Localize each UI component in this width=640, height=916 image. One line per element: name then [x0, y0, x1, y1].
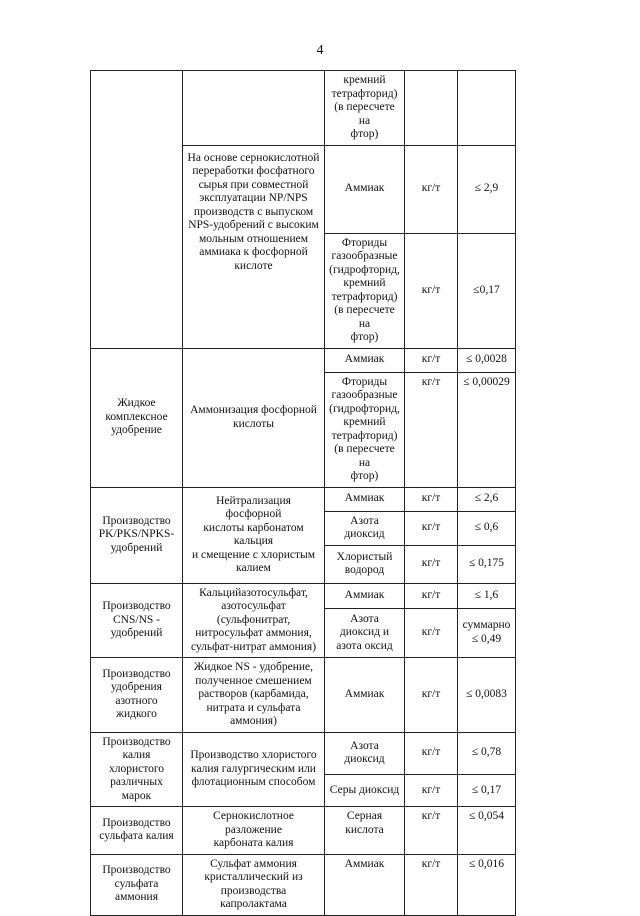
substance-cell: Аммиак — [325, 583, 405, 608]
substance-cell: Хлористый водород — [325, 545, 405, 583]
unit-cell: кг/т — [405, 145, 458, 233]
table-row — [91, 71, 516, 146]
substance-cell: Фториды газообразные (гидрофторид, кремний тетрафторид) (в пересчете на фтор) — [325, 233, 405, 348]
substance-cell: Серы диоксид — [325, 774, 405, 806]
value-cell: ≤ 0,78 — [458, 732, 516, 774]
product-cell: Производство удобрения азотного жидкого — [91, 658, 183, 733]
unit-cell: кг/т — [405, 732, 458, 774]
process-cell: Нейтрализация фосфорной кислоты карбонатом кальция и смещение с хлористым калием — [183, 487, 325, 583]
substance-cell: Азота диоксид и азота оксид — [325, 608, 405, 658]
value-cell: ≤ 0,17 — [458, 774, 516, 806]
process-cell: Производство хлористого калия галургическим или флотационным способом — [183, 732, 325, 807]
product-cell: Производство сульфата калия — [91, 807, 183, 855]
substance-cell: Аммиак — [325, 854, 405, 915]
product-cell: Жидкое комплексное удобрение — [91, 348, 183, 487]
substance-cell: Аммиак — [325, 145, 405, 233]
substance-cell: Азота диоксид — [325, 732, 405, 774]
table-row — [91, 854, 516, 915]
process-cell: Кальцийазотосульфат, азотосульфат (сульфонитрат, нитросульфат аммония, сульфат-нитрат аммония) — [183, 583, 325, 658]
product-cell: Производство сульфата аммония — [91, 854, 183, 915]
value-cell: ≤ 0,6 — [458, 511, 516, 545]
unit-cell: кг/т — [405, 487, 458, 511]
value-cell: ≤ 2,6 — [458, 487, 516, 511]
process-cell — [183, 71, 325, 146]
value-cell: ≤ 0,175 — [458, 545, 516, 583]
value-cell — [458, 71, 516, 146]
substance-cell: Аммиак — [325, 658, 405, 733]
unit-cell: кг/т — [405, 511, 458, 545]
unit-cell: кг/т — [405, 807, 458, 855]
process-cell: Аммонизация фосфорной кислоты — [183, 348, 325, 487]
value-cell: суммарно ≤ 0,49 — [458, 608, 516, 658]
substance-cell: кремний тетрафторид) (в пересчете на фтор) — [325, 71, 405, 146]
product-cell: Производство калия хлористого различных марок — [91, 732, 183, 807]
value-cell: ≤0,17 — [458, 233, 516, 348]
unit-cell: кг/т — [405, 608, 458, 658]
process-cell: Сульфат аммония кристаллический из производства капролактама — [183, 854, 325, 915]
table-row — [91, 348, 516, 372]
unit-cell: кг/т — [405, 854, 458, 915]
substance-cell: Аммиак — [325, 348, 405, 372]
unit-cell: кг/т — [405, 545, 458, 583]
value-cell: ≤ 0,054 — [458, 807, 516, 855]
table-row — [91, 732, 516, 774]
value-cell: ≤ 0,0083 — [458, 658, 516, 733]
substance-cell: Фториды газообразные (гидрофторид, кремний тетрафторид) (в пересчете на фтор) — [325, 372, 405, 487]
value-cell: ≤ 2,9 — [458, 145, 516, 233]
value-cell: ≤ 0,00029 — [458, 372, 516, 487]
unit-cell: кг/т — [405, 583, 458, 608]
unit-cell: кг/т — [405, 233, 458, 348]
table-row — [91, 583, 516, 608]
product-cell: Производство PK/PKS/NPKS- удобрений — [91, 487, 183, 583]
emission-limits-table — [90, 70, 516, 916]
process-cell: Сернокислотное разложение карбоната калия — [183, 807, 325, 855]
substance-cell: Серная кислота — [325, 807, 405, 855]
process-cell: На основе сернокислотной переработки фосфатного сырья при совместной эксплуатации NP/NPS производств с выпуском NPS-удобрений с высоким мольным отношением аммиака к фосфорной кислоте — [183, 145, 325, 348]
value-cell: ≤ 0,0028 — [458, 348, 516, 372]
substance-cell: Азота диоксид — [325, 511, 405, 545]
unit-cell: кг/т — [405, 658, 458, 733]
unit-cell — [405, 71, 458, 146]
table-row — [91, 658, 516, 733]
page-number: 4 — [316, 43, 324, 58]
unit-cell: кг/т — [405, 348, 458, 372]
product-cell — [91, 71, 183, 349]
table-row — [91, 807, 516, 855]
substance-cell: Аммиак — [325, 487, 405, 511]
process-cell: Жидкое NS - удобрение, полученное смешением растворов (карбамида, нитрата и сульфата аммония) — [183, 658, 325, 733]
unit-cell: кг/т — [405, 372, 458, 487]
value-cell: ≤ 0,016 — [458, 854, 516, 915]
value-cell: ≤ 1,6 — [458, 583, 516, 608]
product-cell: Производство CNS/NS - удобрений — [91, 583, 183, 658]
table-row — [91, 487, 516, 511]
unit-cell: кг/т — [405, 774, 458, 806]
